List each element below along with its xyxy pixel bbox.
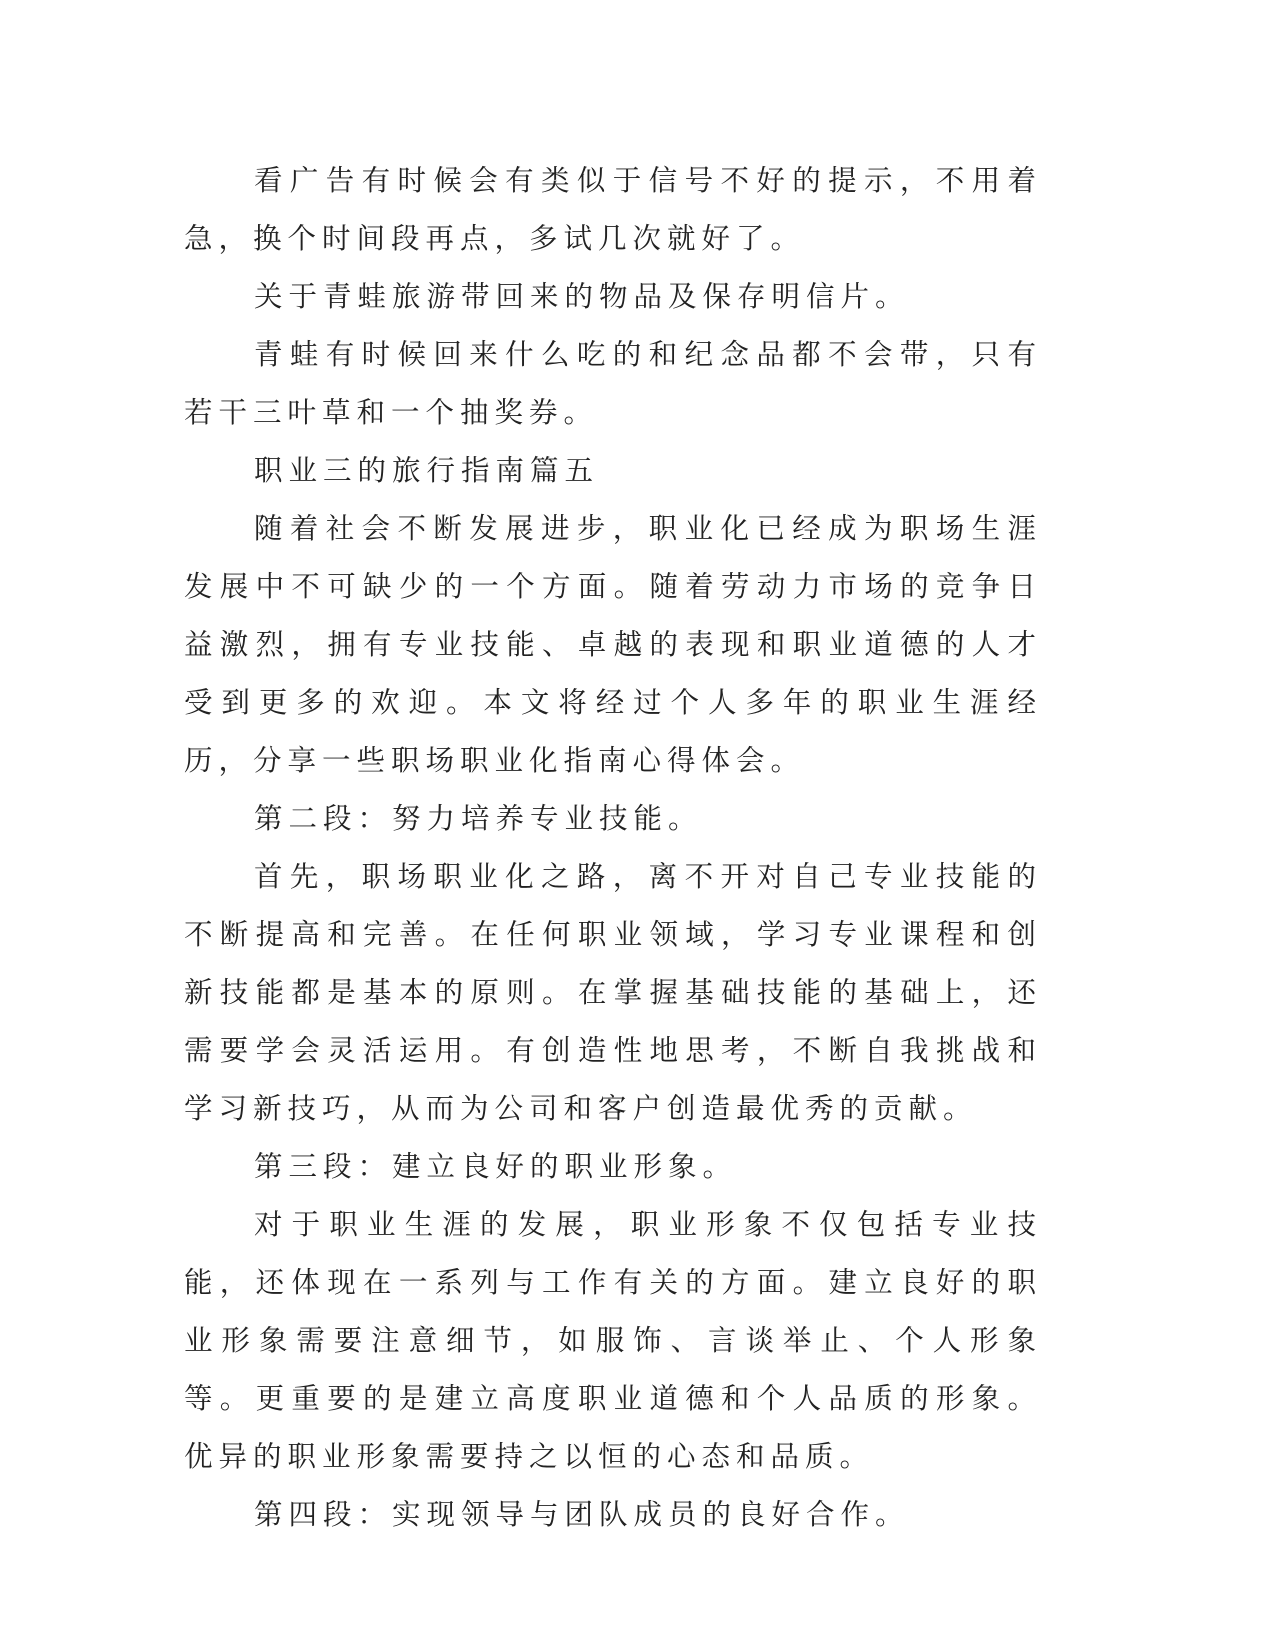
paragraph-section-two: 首先，职场职业化之路，离不开对自己专业技能的不断提高和完善。在任何职业领域，学习专业课程和创新技能都是基本的原则。在掌握基础技能的基础上，还需要学会灵活运用。有创造性地思考，不断自我挑战和学习新技巧，从而为公司和客户创造最优秀的贡献。 [184, 860, 1042, 1125]
heading-section-four: 第四段：实现领导与团队成员的良好合作。 [254, 1498, 910, 1531]
section-title: 职业三的旅行指南篇五 [254, 454, 600, 487]
document-body [184, 152, 1042, 1544]
heading-section-three: 第三段：建立良好的职业形象。 [254, 1150, 738, 1183]
paragraph-section-three: 对于职业生涯的发展，职业形象不仅包括专业技能，还体现在一系列与工作有关的方面。建立良好的职业形象需要注意细节，如服饰、言谈举止、个人形象等。更重要的是建立高度职业道德和个人品质的形象。优异的职业形象需要持之以恒的心态和品质。 [184, 1208, 1042, 1473]
heading-section-two: 第二段：努力培养专业技能。 [254, 802, 703, 835]
paragraph-frog-gifts: 青蛙有时候回来什么吃的和纪念品都不会带，只有若干三叶草和一个抽奖券。 [184, 338, 1042, 429]
paragraph-ad-tip: 看广告有时候会有类似于信号不好的提示，不用着急，换个时间段再点，多试几次就好了。 [184, 164, 1042, 255]
paragraph-intro: 随着社会不断发展进步，职业化已经成为职场生涯发展中不可缺少的一个方面。随着劳动力市场的竞争日益激烈，拥有专业技能、卓越的表现和职业道德的人才受到更多的欢迎。本文将经过个人多年的职业生涯经历，分享一些职场职业化指南心得体会。 [184, 512, 1042, 777]
paragraph-frog-items: 关于青蛙旅游带回来的物品及保存明信片。 [254, 280, 910, 313]
